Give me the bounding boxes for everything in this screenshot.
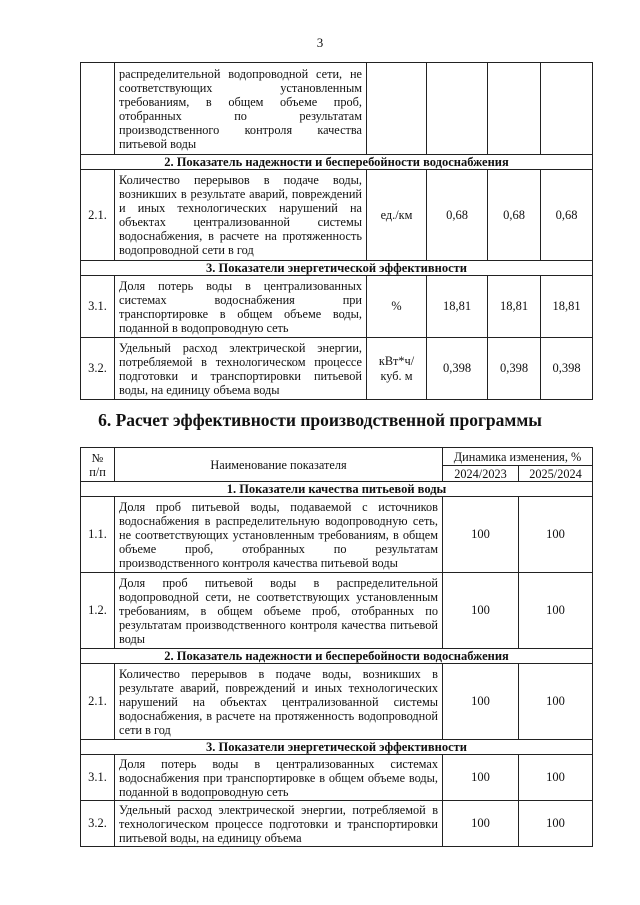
- table-row: [81, 755, 593, 801]
- description-cell: Количество перерывов в подаче воды, возникших в результате аварий, повреждений и иных технологических нарушений на объектах централизованной системы водоснабжения, в расчете на протяженность водопроводной сети в год: [115, 170, 367, 261]
- value-cell: 100: [519, 801, 593, 847]
- description-cell: распределительной водопроводной сети, не соответствующих установленным требованиям, в общем объеме проб, отобранных по результатам производственного контроля качества питьевой воды: [115, 63, 367, 155]
- unit-line: куб. м: [380, 368, 413, 383]
- value-cell: 100: [519, 664, 593, 740]
- indicators-table-continued: [80, 62, 593, 400]
- num-header-line: п/п: [89, 464, 106, 479]
- num-header-line: №: [91, 450, 104, 465]
- description-cell: Количество перерывов в подаче воды, возникших в результате аварий, повреждений и иных технологических нарушений на объектах централизованной системы водоснабжения, в расчете на протяженность водопроводной сети в год: [115, 664, 443, 740]
- table-row: [81, 170, 593, 261]
- year-header: 2025/2024: [519, 466, 593, 482]
- unit-cell: [367, 63, 427, 155]
- year-header: 2024/2023: [443, 466, 519, 482]
- unit-cell: %: [367, 276, 427, 338]
- value-cell: 0,398: [541, 338, 593, 400]
- value-cell: 0,68: [541, 170, 593, 261]
- value-cell: 100: [519, 573, 593, 649]
- row-number: 3.2.: [81, 338, 115, 400]
- description-cell: Доля проб питьевой воды, подаваемой с источников водоснабжения в распределительную водопроводную сеть, не соответствующих установленным требованиям, в общем объеме проб, отобранных по результатам производственного контроля качества питьевой воды: [115, 497, 443, 573]
- row-number: 3.1.: [81, 755, 115, 801]
- description-cell: Удельный расход электрической энергии, потребляемой в технологическом процессе подготовки и транспортировки питьевой воды, на единицу объема: [115, 801, 443, 847]
- table-row: [81, 664, 593, 740]
- unit-cell: ед./км: [367, 170, 427, 261]
- row-number: 2.1.: [81, 170, 115, 261]
- section-row: [81, 261, 593, 276]
- section-title: 3. Показатели энергетической эффективности: [81, 261, 593, 276]
- name-header: Наименование показателя: [115, 448, 443, 482]
- description-cell: Доля проб питьевой воды в распределительной водопроводной сети, не соответствующих установленным требованиям, в общем объеме проб, отобранных по результатам производственного контроля качества питьевой воды: [115, 573, 443, 649]
- table-row: [81, 276, 593, 338]
- value-cell: 0,398: [488, 338, 541, 400]
- value-cell: [427, 63, 488, 155]
- value-cell: 100: [443, 664, 519, 740]
- section-title: 2. Показатель надежности и бесперебойности водоснабжения: [81, 649, 593, 664]
- value-cell: 100: [519, 755, 593, 801]
- value-cell: 0,68: [488, 170, 541, 261]
- table-row: [81, 63, 593, 155]
- table-row: [81, 573, 593, 649]
- num-header: [81, 448, 115, 482]
- section-heading: 6. Расчет эффективности производственной программы: [98, 410, 542, 430]
- section-row: [81, 649, 593, 664]
- description-cell: Доля потерь воды в централизованных системах водоснабжения при транспортировке в общем объеме воды, поданной в водопроводную сеть: [115, 755, 443, 801]
- section-title: 3. Показатели энергетической эффективности: [81, 740, 593, 755]
- unit-cell: [367, 338, 427, 400]
- value-cell: 100: [443, 801, 519, 847]
- value-cell: 100: [443, 573, 519, 649]
- description-cell: Удельный расход электрической энергии, потребляемой в технологическом процессе подготовки и транспортировки питьевой воды, на единицу объема воды: [115, 338, 367, 400]
- section-title: 2. Показатель надежности и бесперебойности водоснабжения: [81, 155, 593, 170]
- table-row: [81, 338, 593, 400]
- unit-line: кВт*ч/: [378, 353, 415, 368]
- row-number: 2.1.: [81, 664, 115, 740]
- section-title: 1. Показатели качества питьевой воды: [81, 482, 593, 497]
- value-cell: 100: [443, 497, 519, 573]
- section-row: [81, 155, 593, 170]
- page-number: 3: [316, 35, 324, 50]
- efficiency-table: [80, 447, 593, 847]
- section-row: [81, 740, 593, 755]
- value-cell: 0,398: [427, 338, 488, 400]
- table-row: [81, 497, 593, 573]
- value-cell: [541, 63, 593, 155]
- row-number: 3.2.: [81, 801, 115, 847]
- value-cell: 18,81: [488, 276, 541, 338]
- value-cell: 18,81: [427, 276, 488, 338]
- dynamics-header: Динамика изменения, %: [443, 448, 593, 466]
- value-cell: [488, 63, 541, 155]
- row-number: 3.1.: [81, 276, 115, 338]
- num-cell: [81, 63, 115, 155]
- header-row: [81, 448, 593, 466]
- value-cell: 100: [443, 755, 519, 801]
- value-cell: 0,68: [427, 170, 488, 261]
- row-number: 1.1.: [81, 497, 115, 573]
- table-row: [81, 801, 593, 847]
- description-cell: Доля потерь воды в централизованных системах водоснабжения при транспортировке в общем объеме воды, поданной в водопроводную сеть: [115, 276, 367, 338]
- section-row: [81, 482, 593, 497]
- row-number: 1.2.: [81, 573, 115, 649]
- value-cell: 18,81: [541, 276, 593, 338]
- value-cell: 100: [519, 497, 593, 573]
